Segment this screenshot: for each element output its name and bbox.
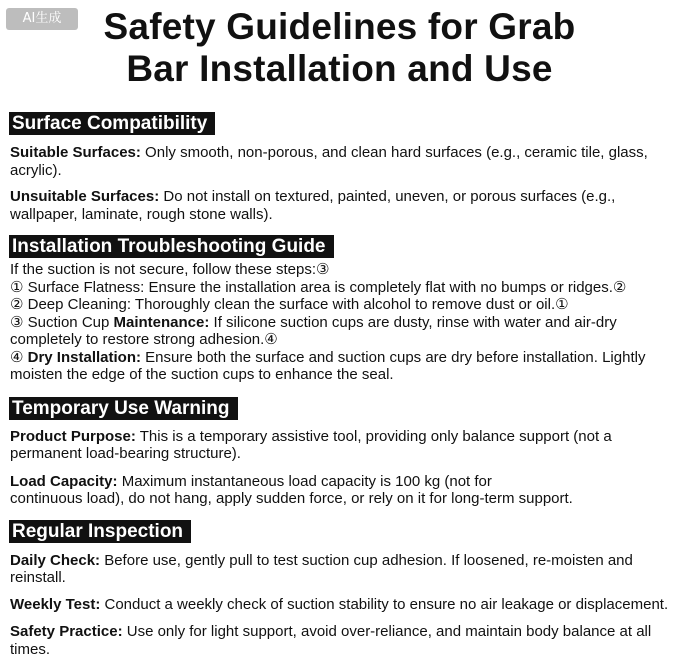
section-heading-temporary: Temporary Use Warning bbox=[9, 397, 238, 420]
guidelines-body bbox=[0, 112, 679, 658]
unsuitable-surfaces-text: Do not install on textured, painted, uneven, or porous surfaces (e.g., wallpaper, laminate, rough stone walls). bbox=[10, 188, 616, 223]
title-line-1: Safety Guidelines for Grab bbox=[103, 6, 576, 47]
section-heading-inspection: Regular Inspection bbox=[9, 520, 191, 543]
safety-practice-text: Use only for light support, avoid over-reliance, and maintain body balance at all times. bbox=[10, 623, 652, 658]
step-4-prefix: ④ bbox=[10, 348, 28, 366]
product-purpose-paragraph bbox=[10, 428, 671, 463]
title-line-2: Bar Installation and Use bbox=[126, 48, 553, 89]
troubleshooting-step-4 bbox=[10, 349, 671, 384]
step-4-text: Ensure both the surface and suction cups are dry before installation. Lightly moisten the edge of the suction cups to enhance the seal. bbox=[10, 348, 646, 383]
load-capacity-paragraph bbox=[10, 473, 671, 508]
step-3-text: If silicone suction cups are dusty, rinse with water and air-dry completely to restore strong adhesion.④ bbox=[10, 313, 617, 348]
step-3-prefix: ③ Suction Cup bbox=[10, 313, 114, 331]
troubleshooting-step-2: ② Deep Cleaning: Thoroughly clean the surface with alcohol to remove dust or oil.① bbox=[10, 296, 569, 313]
step-4-label: Dry Installation: bbox=[27, 348, 141, 366]
product-purpose-text: This is a temporary assistive tool, providing only balance support (not a permanent load-bearing structure). bbox=[10, 427, 612, 462]
safety-practice-label: Safety Practice: bbox=[10, 623, 123, 640]
daily-check-paragraph bbox=[10, 552, 671, 587]
load-capacity-text-1: Maximum instantaneous load capacity is 100 kg (not for bbox=[117, 472, 492, 490]
weekly-test-label: Weekly Test: bbox=[10, 595, 101, 613]
ai-generated-watermark: AI生成 bbox=[6, 8, 78, 30]
step-3-label: Maintenance: bbox=[113, 313, 210, 331]
product-purpose-label: Product Purpose: bbox=[10, 427, 136, 445]
troubleshooting-step-1: ① Surface Flatness: Ensure the installation area is completely flat with no bumps or ridges.② bbox=[10, 278, 627, 296]
weekly-test-paragraph bbox=[10, 596, 671, 614]
unsuitable-surfaces-paragraph bbox=[10, 188, 671, 223]
page-title bbox=[0, 0, 679, 90]
suitable-surfaces-label: Suitable Surfaces: bbox=[10, 144, 141, 161]
unsuitable-surfaces-label: Unsuitable Surfaces: bbox=[10, 188, 160, 205]
section-heading-troubleshooting: Installation Troubleshooting Guide bbox=[9, 235, 334, 258]
daily-check-text: Before use, gently pull to test suction cup adhesion. If loosened, re-moisten and reinstall. bbox=[10, 551, 633, 586]
daily-check-label: Daily Check: bbox=[10, 551, 101, 569]
weekly-test-text: Conduct a weekly check of suction stability to ensure no air leakage or displacement. bbox=[100, 595, 669, 613]
load-capacity-label: Load Capacity: bbox=[10, 472, 118, 490]
suitable-surfaces-paragraph bbox=[10, 144, 671, 179]
safety-practice-paragraph bbox=[10, 623, 671, 658]
section-heading-surface: Surface Compatibility bbox=[9, 112, 215, 135]
suitable-surfaces-text: Only smooth, non-porous, and clean hard surfaces (e.g., ceramic tile, glass, acrylic). bbox=[10, 144, 648, 179]
troubleshooting-intro: If the suction is not secure, follow these steps:③ bbox=[10, 261, 330, 278]
troubleshooting-step-3 bbox=[10, 314, 671, 349]
load-capacity-text-2: continuous load), do not hang, apply sudden force, or rely on it for long-term support. bbox=[10, 490, 573, 507]
